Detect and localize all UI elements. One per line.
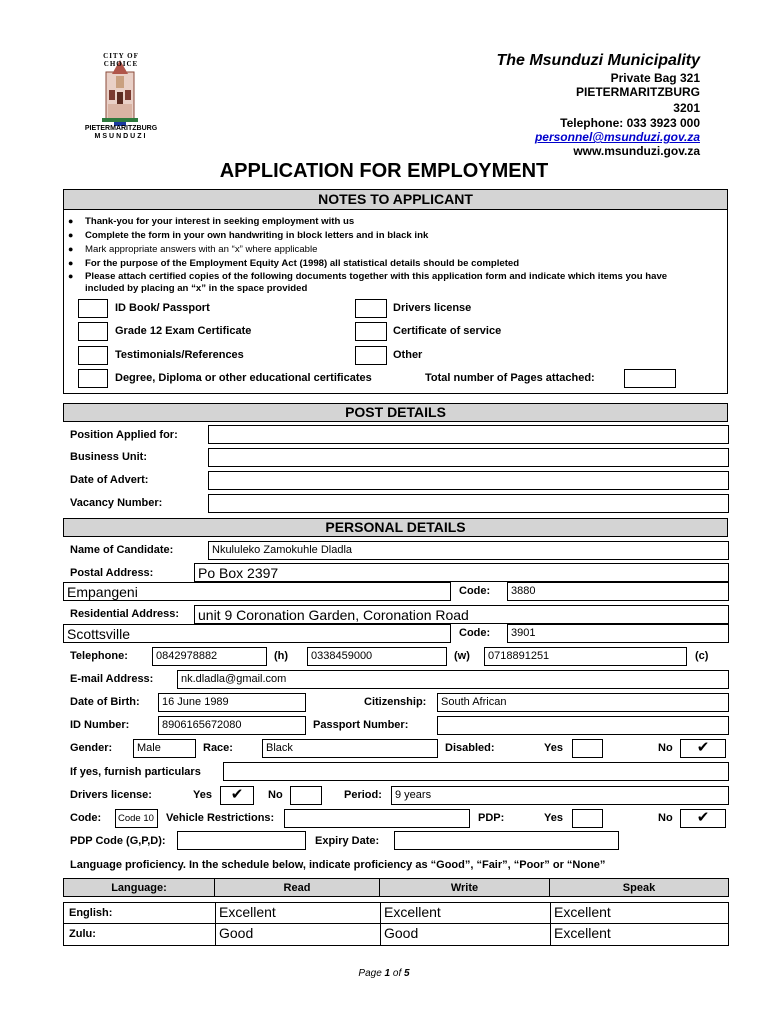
- note-item: ● Complete the form in your own handwriting in block letters and in black ink: [68, 229, 429, 241]
- notes-heading: NOTES TO APPLICANT: [63, 189, 728, 210]
- header-speak: Speak: [550, 879, 728, 896]
- language-table-header: [63, 878, 729, 897]
- header-read: Read: [215, 879, 380, 896]
- read-cell[interactable]: Excellent: [215, 903, 380, 923]
- disabled-no-checkbox[interactable]: ✔: [680, 739, 726, 758]
- address-telephone: Telephone: 033 3923 000: [560, 116, 700, 130]
- furnish-particulars-label: If yes, furnish particulars: [70, 766, 201, 778]
- pdp-code-label: PDP Code (G,P,D):: [70, 835, 166, 847]
- residential-address-label: Residential Address:: [70, 608, 180, 620]
- website: www.msunduzi.gov.za: [573, 144, 700, 158]
- cell-suffix: (c): [695, 650, 709, 662]
- disabled-yes-checkbox[interactable]: [572, 739, 603, 758]
- page-title: APPLICATION FOR EMPLOYMENT: [219, 160, 549, 182]
- speak-cell[interactable]: Excellent: [550, 924, 728, 945]
- address-postcode: 3201: [673, 101, 700, 115]
- email-link[interactable]: personnel@msunduzi.gov.za: [534, 130, 700, 144]
- grade12-checkbox[interactable]: [78, 322, 108, 341]
- page-number: Page 1 of 5: [358, 968, 410, 979]
- postal-code-label: Code:: [459, 585, 491, 597]
- read-cell[interactable]: Good: [215, 924, 380, 945]
- residential-address-line1[interactable]: unit 9 Coronation Garden, Coronation Road: [194, 605, 729, 624]
- notes-list: [68, 214, 723, 294]
- passport-input[interactable]: [437, 716, 729, 735]
- drivers-license-question-label: Drivers license:: [70, 789, 152, 801]
- address-city: PIETERMARITZBURG: [576, 85, 700, 99]
- degree-checkbox[interactable]: [78, 369, 108, 388]
- write-cell[interactable]: Excellent: [380, 903, 550, 923]
- residential-address-line2[interactable]: Scottsville: [63, 624, 451, 643]
- pdp-label: PDP:: [478, 812, 505, 824]
- license-code-label: Code:: [70, 812, 102, 824]
- address-block: [380, 52, 700, 158]
- dob-input[interactable]: 16 June 1989: [158, 693, 306, 712]
- telephone-home-input[interactable]: 0842978882: [152, 647, 267, 666]
- home-suffix: (h): [274, 650, 289, 662]
- residential-code-input[interactable]: 3901: [507, 624, 729, 643]
- language-name: English:: [69, 907, 113, 919]
- telephone-cell-input[interactable]: 0718891251: [484, 647, 687, 666]
- postal-address-line1[interactable]: Po Box 2397: [194, 563, 729, 582]
- postal-address-label: Postal Address:: [70, 567, 154, 579]
- period-input[interactable]: 9 years: [391, 786, 729, 805]
- drivers-no-checkbox[interactable]: [290, 786, 322, 805]
- work-suffix: (w): [454, 650, 470, 662]
- testimonials-label: Testimonials/References: [115, 349, 244, 361]
- other-checkbox[interactable]: [355, 346, 387, 365]
- note-item-continued: included by placing an “x” in the space provided: [85, 282, 308, 294]
- personal-details-heading: PERSONAL DETAILS: [63, 518, 728, 537]
- vacancy-number-input[interactable]: [208, 494, 729, 513]
- disabled-label: Disabled:: [445, 742, 495, 754]
- passport-label: Passport Number:: [313, 719, 409, 731]
- total-pages-label: Total number of Pages attached:: [425, 372, 595, 384]
- write-cell[interactable]: Good: [380, 924, 550, 945]
- citizenship-input[interactable]: South African: [437, 693, 729, 712]
- logo-name-line2: MSUNDUZI: [94, 133, 148, 140]
- pdp-yes-label: Yes: [544, 812, 563, 824]
- position-label: Position Applied for:: [70, 429, 178, 441]
- period-label: Period:: [344, 789, 382, 801]
- residential-code-label: Code:: [459, 627, 491, 639]
- testimonials-checkbox[interactable]: [78, 346, 108, 365]
- furnish-particulars-input[interactable]: [223, 762, 729, 781]
- position-input[interactable]: [208, 425, 729, 444]
- vehicle-restrictions-label: Vehicle Restrictions:: [166, 812, 275, 824]
- expiry-date-input[interactable]: [394, 831, 619, 850]
- other-label: Other: [393, 349, 423, 361]
- race-label: Race:: [203, 742, 233, 754]
- pdp-code-input[interactable]: [177, 831, 306, 850]
- candidate-name-label: Name of Candidate:: [70, 544, 174, 556]
- drivers-license-checkbox[interactable]: [355, 299, 387, 318]
- disabled-yes-label: Yes: [544, 742, 563, 754]
- drivers-no-label: No: [268, 789, 283, 801]
- pdp-no-label: No: [658, 812, 673, 824]
- language-table: [63, 902, 729, 946]
- expiry-date-label: Expiry Date:: [315, 835, 380, 847]
- business-unit-input[interactable]: [208, 448, 729, 467]
- advert-date-input[interactable]: [208, 471, 729, 490]
- logo-name-line1: PIETERMARITZBURG: [84, 125, 158, 132]
- pdp-yes-checkbox[interactable]: [572, 809, 603, 828]
- candidate-name-input[interactable]: Nkululeko Zamokuhle Dladla: [208, 541, 729, 560]
- language-name: Zulu:: [69, 928, 96, 940]
- vacancy-number-label: Vacancy Number:: [70, 497, 163, 509]
- disabled-no-label: No: [658, 742, 673, 754]
- license-code-input[interactable]: Code 10: [115, 809, 158, 828]
- language-intro: Language proficiency. In the schedule below, indicate proficiency as “Good”, “Fair”, “Poor” or “None”: [70, 859, 606, 871]
- gender-input[interactable]: Male: [133, 739, 196, 758]
- email-label: E-mail Address:: [70, 673, 154, 685]
- note-item: ● Mark appropriate answers with an “x” where applicable: [68, 243, 318, 255]
- business-unit-label: Business Unit:: [70, 451, 148, 463]
- drivers-license-label: Drivers license: [393, 302, 472, 314]
- email-input[interactable]: nk.dladla@gmail.com: [177, 670, 729, 689]
- speak-cell[interactable]: Excellent: [550, 903, 728, 923]
- org-name: The Msunduzi Municipality: [496, 52, 700, 69]
- advert-date-label: Date of Advert:: [70, 474, 149, 486]
- degree-label: Degree, Diploma or other educational certificates: [115, 372, 372, 384]
- id-number-input[interactable]: 8906165672080: [158, 716, 306, 735]
- telephone-work-input[interactable]: 0338459000: [307, 647, 447, 666]
- id-number-label: ID Number:: [70, 719, 130, 731]
- note-item: ● Please attach certified copies of the following documents together with this application form and indicate which items you have: [68, 270, 668, 282]
- note-item: ● For the purpose of the Employment Equity Act (1998) all statistical details should be completed: [68, 257, 520, 269]
- postal-address-line2[interactable]: Empangeni: [63, 582, 451, 601]
- total-pages-input[interactable]: [624, 369, 676, 388]
- note-item: ● Thank-you for your interest in seeking employment with us: [68, 215, 355, 227]
- pdp-no-checkbox[interactable]: ✔: [680, 809, 726, 828]
- race-input[interactable]: Black: [262, 739, 438, 758]
- post-details-heading: POST DETAILS: [63, 403, 728, 422]
- id-book-checkbox[interactable]: [78, 299, 108, 318]
- service-certificate-label: Certificate of service: [393, 325, 502, 337]
- grade12-label: Grade 12 Exam Certificate: [115, 325, 252, 337]
- bullet-icon: ●: [68, 258, 74, 268]
- bullet-icon: ●: [68, 230, 74, 240]
- header-language: Language:: [64, 879, 215, 896]
- header-write: Write: [380, 879, 550, 896]
- gender-label: Gender:: [70, 742, 113, 754]
- bullet-icon: ●: [68, 216, 74, 226]
- citizenship-label: Citizenship:: [364, 696, 427, 708]
- dob-label: Date of Birth:: [70, 696, 140, 708]
- postal-code-input[interactable]: 3880: [507, 582, 729, 601]
- service-certificate-checkbox[interactable]: [355, 322, 387, 341]
- address-bag: Private Bag 321: [610, 71, 700, 85]
- id-book-label: ID Book/ Passport: [115, 302, 210, 314]
- drivers-yes-label: Yes: [193, 789, 212, 801]
- bullet-icon: ●: [68, 271, 74, 281]
- table-row: [64, 924, 728, 945]
- table-row: [64, 903, 728, 924]
- drivers-yes-checkbox[interactable]: ✔: [220, 786, 254, 805]
- telephone-label: Telephone:: [70, 650, 128, 662]
- bullet-icon: ●: [68, 244, 74, 254]
- logo-motto: CITY OF CHOICE: [103, 52, 139, 68]
- vehicle-restrictions-input[interactable]: [284, 809, 470, 828]
